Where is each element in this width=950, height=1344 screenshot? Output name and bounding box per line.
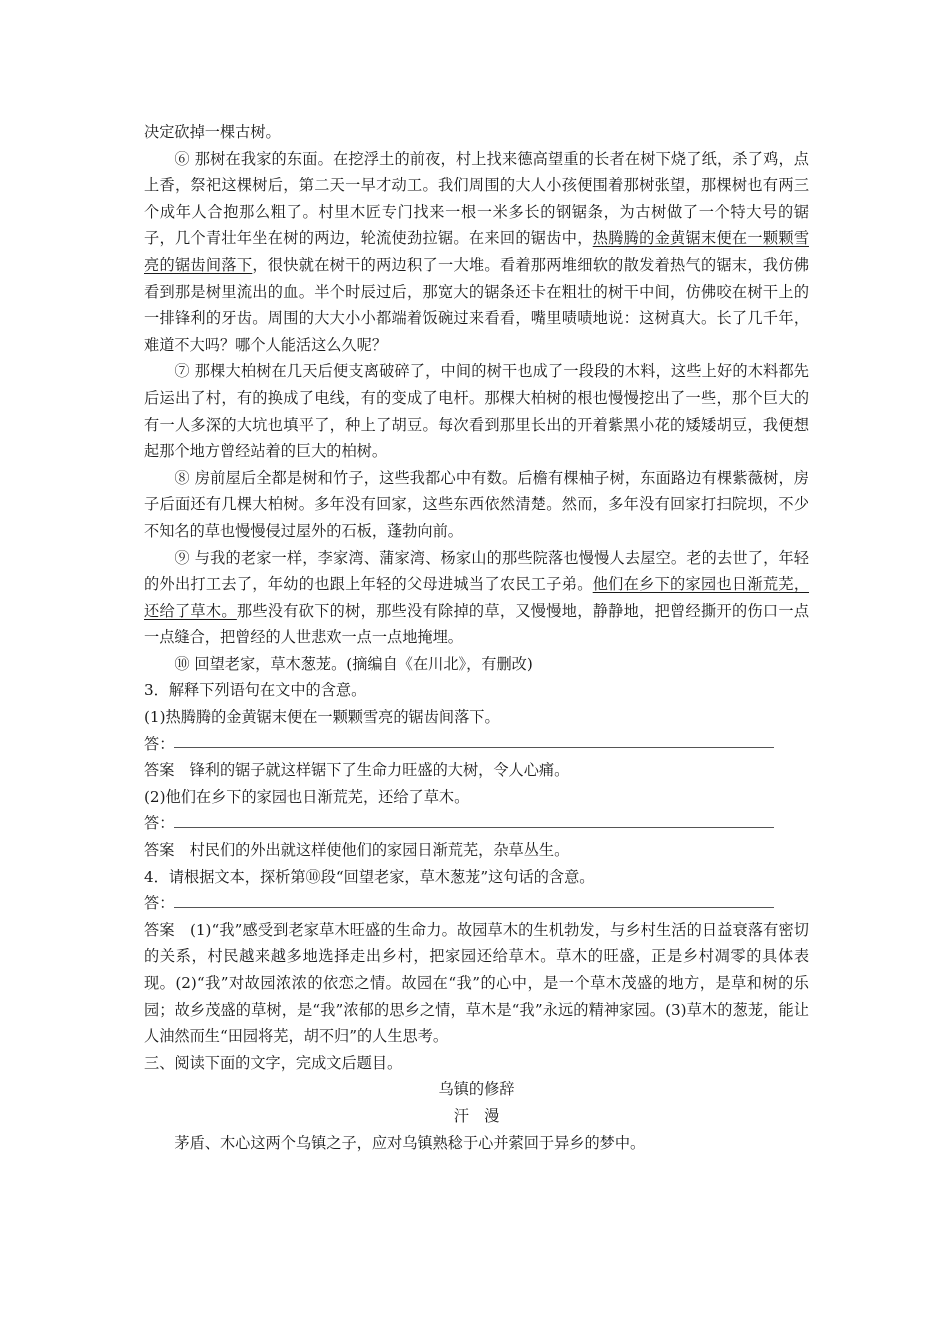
section-3-heading: 三、阅读下面的文字，完成文后题目。 xyxy=(144,1053,403,1072)
paragraph-6-text-b: ，很快就在树干的两边积了一大堆。看着那两堆细软的散发着热气的锯末，我仿佛看到那是树里流出的血。半个时辰过后，那宽大的锯条还卡在粗壮的树干中间，仿佛咬在树干上的一排锋利的牙齿。周围的大大小小都端着饭碗过来看看，嘴里啧啧地说：这树真大。长了几千年，难道不大吗？哪个人能活这么久呢？ xyxy=(144,255,810,354)
question-3-sub-1: (1)热腾腾的金黄锯末便在一颗颗雪亮的锯齿间落下。 xyxy=(144,708,500,727)
paragraph-10: ⑩ 回望老家，草木葱茏。(摘编自《在川北》，有删改) xyxy=(174,654,533,673)
paragraph-9-underlined-sentence: 他们在乡下的家园也日渐荒芜，还给了草木。 xyxy=(144,575,810,620)
answer-prefix: 答： xyxy=(144,734,175,753)
paragraph-9 xyxy=(144,545,809,651)
paragraph-6-text-a: ⑥ 那树在我家的东面。在挖浮土的前夜，村上找来德高望重的长者在树下烧了纸，杀了鸡，点上香，祭祀这棵树后，第二天一早才动工。我们周围的大人小孩便围着那树张望，那棵树也有两三个成年人合抱那么粗了。村里木匠专门找来一根一米多长的钢锯条，为古树做了一个特大号的锯子，几个青壮年坐在树的两边，轮流使劲拉锯。在来回的锯齿中， xyxy=(144,149,809,248)
question-4-answer: 答案 (1)“我”感受到老家草木旺盛的生命力。故园草木的生机勃发，与乡村生活的日益衰落有密切的关系，村民越来越多地选择走出乡村，把家园还给草木。草木的旺盛，正是乡村凋零的具体表现。(2)“我”对故园浓浓的依恋之情。故园在“我”的心中，是一个草木茂盛的地方，是草和树的乐园；故乡茂盛的草树，是“我”浓郁的思乡之情，草木是“我”永远的精神家园。(3)草木的葱茏，能让人油然而生“田园将芜，胡不归”的人生思考。 xyxy=(144,920,809,1046)
answer-blank[interactable] xyxy=(174,827,774,828)
paragraph-9-text-a: ⑨ 与我的老家一样，李家湾、蒲家湾、杨家山的那些院落也慢慢人去屋空。老的去世了，年轻的外出打工去了，年幼的也跟上年轻的父母进城当了农民工子弟。 xyxy=(144,548,809,594)
question-3-1-answer-line[interactable] xyxy=(144,731,809,758)
article-author: 汗 漫 xyxy=(453,1106,500,1125)
article-title: 乌镇的修辞 xyxy=(438,1080,515,1099)
question-4-stem: 4．请根据文本，探析第⑩段“回望老家，草木葱茏”这句话的含意。 xyxy=(144,867,595,886)
paragraph-7: ⑦ 那棵大柏树在几天后便支离破碎了，中间的树干也成了一段段的木料，这些上好的木料都先后运出了村，有的换成了电线，有的变成了电杆。那棵大柏树的根也慢慢挖出了一些，那个巨大的有一人多深的大坑也填平了，种上了胡豆。每次看到那里长出的开着紫黑小花的矮矮胡豆，我便想起那个地方曾经站着的巨大的柏树。 xyxy=(144,362,809,461)
question-3-2-answer-line[interactable] xyxy=(144,810,809,837)
paragraph-9-text-b: 那些没有砍下的树，那些没有除掉的草，又慢慢地，静静地，把曾经撕开的伤口一点一点缝合，把曾经的人世悲欢一点一点地掩埋。 xyxy=(144,601,810,647)
question-3-sub-2: (2)他们在乡下的家园也日渐荒芜，还给了草木。 xyxy=(144,787,470,806)
answer-blank[interactable] xyxy=(174,747,774,748)
question-3-1-answer: 答案 锋利的锯子就这样锯下了生命力旺盛的大树，令人心痛。 xyxy=(144,761,570,780)
paragraph-6 xyxy=(144,146,809,359)
document-body xyxy=(144,119,809,1156)
answer-prefix: 答： xyxy=(144,894,175,913)
question-3-2-answer: 答案 村民们的外出就这样使他们的家园日渐荒芜，杂草丛生。 xyxy=(144,841,570,860)
paragraph-8: ⑧ 房前屋后全都是树和竹子，这些我都心中有数。后檐有棵柚子树，东面路边有棵紫薇树，房子后面还有几棵大柏树。多年没有回家，这些东西依然清楚。然而，多年没有回家打扫院坝，不少不知名的草也慢慢侵过屋外的石板，蓬勃向前。 xyxy=(144,468,809,540)
paragraph-6-underlined-sentence: 热腾腾的金黄锯末便在一颗颗雪亮的锯齿间落下 xyxy=(144,229,810,274)
answer-prefix: 答： xyxy=(144,814,175,833)
question-3-stem: 3．解释下列语句在文中的含意。 xyxy=(144,681,367,700)
question-4-answer-line[interactable] xyxy=(144,890,809,917)
answer-blank[interactable] xyxy=(174,907,774,908)
paragraph-continuation: 决定砍掉一棵古树。 xyxy=(144,123,281,141)
article-first-paragraph: 茅盾、木心这两个乌镇之子，应对乌镇熟稔于心并萦回于异乡的梦中。 xyxy=(174,1133,646,1152)
